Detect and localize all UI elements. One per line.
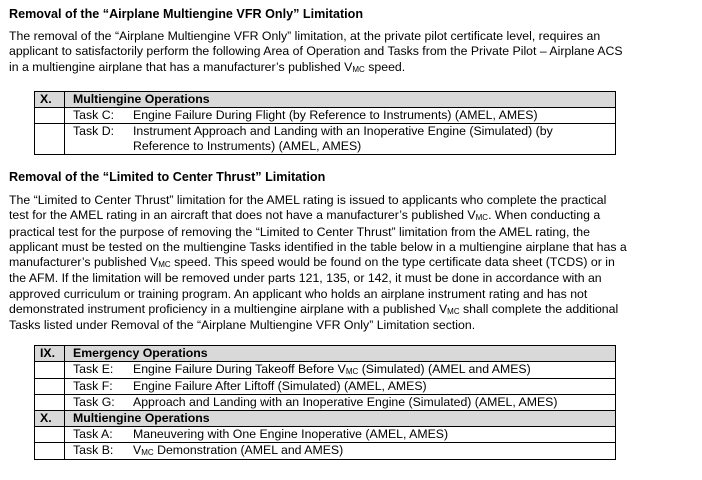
paragraph-line: test for the AMEL rating in an aircraft that does not have a manufacturer’s published $V_{MC}$. When conducting a — [9, 208, 601, 223]
task-label: Task A: — [73, 427, 113, 441]
task-row — [35, 395, 616, 411]
task-row — [35, 124, 616, 155]
task-description: Engine Failure During Flight (by Reference to Instruments) (AMEL, AMES) — [133, 108, 538, 122]
area-title: Multiengine Operations — [65, 411, 616, 427]
task-label: Task C: — [73, 108, 114, 122]
paragraph-line: demonstrated instrument proficiency in a multiengine airplane with a published $V_{MC}$ shall complete the additional — [9, 302, 619, 317]
section-paragraph-vfr-only — [9, 29, 699, 76]
paragraph-line: manufacturer’s published $V_{MC}$ speed. This speed would be found on the type certificate data sheet (TCDS) or in — [9, 255, 615, 270]
paragraph-line: applicant must be tested on the multiengine Tasks identified in the table below in a multiengine airplane that has a — [9, 239, 627, 254]
area-title: Emergency Operations — [65, 346, 616, 362]
subscript: MC — [158, 260, 171, 270]
task-row — [35, 362, 616, 379]
paragraph-line: practical test for the purpose of removing the “Limited to Center Thrust” limitation from the AMEL rating, the — [9, 224, 590, 239]
task-description: Approach and Landing with an Inoperative Engine (Simulated) (AMEL, AMES) — [133, 395, 558, 409]
area-number: X. — [35, 92, 65, 108]
task-description: Instrument Approach and Landing with an Inoperative Engine (Simulated) (by Reference to Instruments) (AMEL, AMES) — [133, 124, 553, 153]
task-label: Task D: — [73, 124, 114, 138]
task-label: Task F: — [73, 379, 113, 393]
task-label: Task G: — [73, 395, 115, 409]
paragraph-line: The “Limited to Center Thrust” limitation for the AMEL rating is issued to applicants who complete the practical — [9, 193, 607, 207]
task-description: Engine Failure After Liftoff (Simulated) (AMEL, AMES) — [133, 379, 427, 393]
subscript: MC — [352, 64, 365, 74]
task-row — [35, 443, 616, 460]
paragraph-line: Tasks listed under Removal of the “Airplane Multiengine VFR Only” Limitation section. — [9, 318, 476, 333]
subscript: MC — [475, 213, 489, 223]
task-label: Task B: — [73, 443, 114, 457]
subscript: MC — [447, 307, 460, 317]
task-table-center-thrust — [34, 345, 616, 460]
paragraph-line: in a multiengine airplane that has a manufacturer’s published $V_{MC}$ speed. — [9, 59, 406, 74]
section-paragraph-center-thrust — [9, 193, 699, 334]
paragraph-line: applicant to satisfactorily perform the following Area of Operation and Tasks from the Private Pilot – Airplane ACS — [9, 44, 623, 59]
area-number: X. — [35, 411, 65, 427]
task-label: Task E: — [73, 362, 114, 376]
paragraph-line: the AFM. If the limitation will be removed under parts 121, 135, or 142, it must be done in accordance with an — [9, 271, 602, 286]
paragraph-line: The removal of the “Airplane Multiengine VFR Only” limitation, at the private pilot certificate level, requires an — [9, 29, 601, 43]
task-row — [35, 427, 616, 443]
task-description: $V_{MC}$ Demonstration (AMEL and AMES) — [133, 443, 344, 457]
area-title: Multiengine Operations — [65, 92, 616, 108]
section-heading-vfr-only: Removal of the “Airplane Multiengine VFR Only” Limitation — [9, 7, 364, 21]
task-row — [35, 108, 616, 124]
task-table-vfr-only — [34, 91, 616, 155]
task-description: Engine Failure During Takeoff Before $V_{MC}$ (Simulated) (AMEL and AMES) — [133, 362, 531, 376]
paragraph-line: approved curriculum or training program. An applicant who holds an airplane instrument rating and has not — [9, 286, 588, 301]
section-heading-center-thrust: Removal of the “Limited to Center Thrust” Limitation — [9, 170, 326, 184]
area-number: IX. — [35, 346, 65, 362]
area-row — [35, 92, 616, 108]
area-row — [35, 411, 616, 427]
task-description: Maneuvering with One Engine Inoperative (AMEL, AMES) — [133, 427, 449, 441]
task-row — [35, 379, 616, 395]
area-row — [35, 346, 616, 362]
